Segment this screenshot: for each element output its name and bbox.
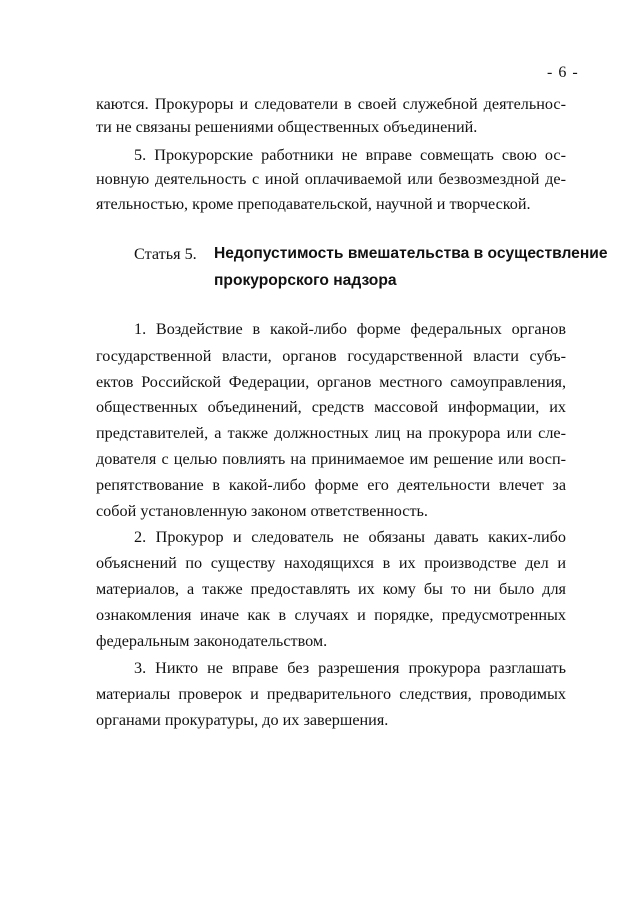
text-line: ти не связаны решениями общественных объединений. <box>96 118 478 136</box>
text-line: каются. Прокуроры и следователи в своей служебной деятельнос- <box>96 95 566 113</box>
text-line: 3. Никто не вправе без разрешения прокурора разглашать <box>134 659 566 677</box>
text-line: ектов Российской Федерации, органов местного самоуправления, <box>96 373 566 391</box>
text-line: репятствование в какой-либо форме его деятельности влечет за <box>96 476 566 494</box>
text-line: материалов, а также предоставлять их кому бы то ни было для <box>96 580 566 598</box>
text-line: новную деятельность с иной оплачиваемой или безвозмездной де- <box>96 170 566 188</box>
text-line: 5. Прокурорские работники не вправе совмещать свою ос- <box>134 146 566 164</box>
text-line: 1. Воздействие в какой-либо форме федеральных органов <box>134 320 566 338</box>
article-title-line: прокурорского надзора <box>214 272 397 289</box>
text-line: органами прокуратуры, до их завершения. <box>96 711 389 729</box>
text-line: 2. Прокурор и следователь не обязаны давать каких-либо <box>134 528 566 546</box>
article-label: Статья 5. <box>134 245 197 263</box>
article-title-line: Недопустимость вмешательства в осуществление <box>214 245 608 262</box>
text-line: объяснений по существу находящихся в их производстве дел и <box>96 554 566 572</box>
text-line: федеральным законодательством. <box>96 632 328 650</box>
text-line: государственной власти, органов государственной власти субъ- <box>96 347 566 365</box>
text-line: общественных объединений, средств массовой информации, их <box>96 398 566 416</box>
text-line: собой установленную законом ответственность. <box>96 502 428 520</box>
text-line: ознакомления иначе как в случаях и порядке, предусмотренных <box>96 606 566 624</box>
text-line: ятельностью, кроме преподавательской, научной и творческой. <box>96 195 531 213</box>
page-number: - 6 - <box>547 64 579 81</box>
text-line: представителей, а также должностных лиц на прокурора или сле- <box>96 424 566 442</box>
text-line: дователя с целью повлиять на принимаемое им решение или восп- <box>96 450 566 468</box>
text-line: материалы проверок и предварительного следствия, проводимых <box>96 685 566 703</box>
